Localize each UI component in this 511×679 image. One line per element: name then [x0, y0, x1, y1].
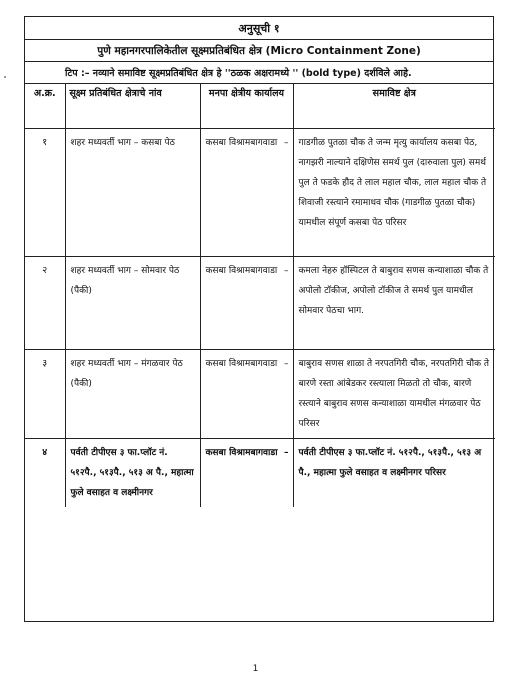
- table-row-new-bold: [25, 438, 495, 507]
- schedule-table-frame: [24, 16, 494, 622]
- office-name: कसबा विश्रामबागवाडा: [205, 137, 278, 148]
- row-office: [200, 128, 293, 256]
- bold-type-note: टिप :– नव्याने समाविष्ट सूक्ष्मप्रतिबंधित क्षेत्र हे ''ठळक अक्षरामध्ये '' (bold type) दर्शविले आहे.: [25, 62, 493, 84]
- row-area: बाबुराव सणस शाळा ते नरपतगिरी चौक, नरपतगिरी चौक ते बारणे रस्ता आंबेडकर रस्त्याला मिळतो तो चौक, बारणे रस्त्याने बाबुराव सणस कन्याशाळा यामधील मंगळवार पेठ परिसर: [293, 349, 495, 438]
- row-office: [200, 349, 293, 438]
- schedule-title: अनुसूची १: [25, 17, 493, 40]
- header-serial: अ.क्र.: [25, 84, 65, 128]
- table-row: [25, 256, 495, 349]
- row-serial: ४: [25, 438, 65, 507]
- office-dash: –: [284, 358, 289, 369]
- row-area: गाडगीळ पुतळा चौक ते जन्म मृत्यु कार्यालय कसबा पेठ, नागझरी नाल्याने दक्षिणेस समर्थ पुल (दारुवाला पुल) समर्थ पुल ते फडके हौद ते लाल महाल चौक, लाल महाल चौक ते शिवाजी रस्त्याने रमामाधव चौक (गाडगीळ पुतळा चौक) यामधील संपूर्ण कसबा पेठ परिसर: [293, 128, 495, 256]
- table-row: [25, 349, 495, 438]
- header-zone-name: सूक्ष्म प्रतिबंधित क्षेत्राचे नांव: [65, 84, 200, 128]
- row-serial: ३: [25, 349, 65, 438]
- table-header-row: [25, 84, 495, 128]
- header-office: मनपा क्षेत्रीय कार्यालय: [200, 84, 293, 128]
- office-name: कसबा विश्रामबागवाडा: [205, 447, 278, 458]
- row-zone-name: शहर मध्यवर्ती भाग – कसबा पेठ: [65, 128, 200, 256]
- row-zone-name: शहर मध्यवर्ती भाग – मंगळवार पेठ (पैकी): [65, 349, 200, 438]
- row-office: [200, 438, 293, 507]
- office-name: कसबा विश्रामबागवाडा: [205, 358, 278, 369]
- table-row: [25, 128, 495, 256]
- scan-speck: [4, 76, 6, 78]
- office-dash: –: [284, 137, 289, 148]
- page-number: 1: [252, 664, 259, 674]
- office-dash: –: [284, 447, 289, 458]
- row-serial: १: [25, 128, 65, 256]
- schedule-subtitle: पुणे महानगरपालिकेतील सूक्ष्मप्रतिबंधित क्षेत्र (Micro Containment Zone): [25, 40, 493, 62]
- containment-zone-table: [25, 84, 495, 507]
- office-dash: –: [284, 265, 289, 276]
- row-zone-name: शहर मध्यवर्ती भाग – सोमवार पेठ (पैकी): [65, 256, 200, 349]
- header-area: समाविष्ट क्षेत्र: [293, 84, 495, 128]
- row-area: पर्वती टीपीएस ३ फा.प्लॉट नं. ५१२पै., ५१३पै., ५१३ अ पै., महात्मा फुले वसाहत व लक्ष्मीनगर परिसर: [298, 447, 482, 478]
- row-office: [200, 256, 293, 349]
- row-serial: २: [25, 256, 65, 349]
- row-area: कमला नेहरु हॉस्पिटल ते बाबुराव सणस कन्याशाळा चौक ते अपोलो टॉकीज, अपोलो टॉकीज ते समर्थ पुल यामधील सोमवार पेठचा भाग.: [293, 256, 495, 349]
- row-zone-name: पर्वती टीपीएस ३ फा.प्लॉट नं. ५१२पै., ५१३पै., ५१३ अ पै., महात्मा फुले वसाहत व लक्ष्मीनगर: [65, 438, 200, 507]
- office-name: कसबा विश्रामबागवाडा: [205, 265, 278, 276]
